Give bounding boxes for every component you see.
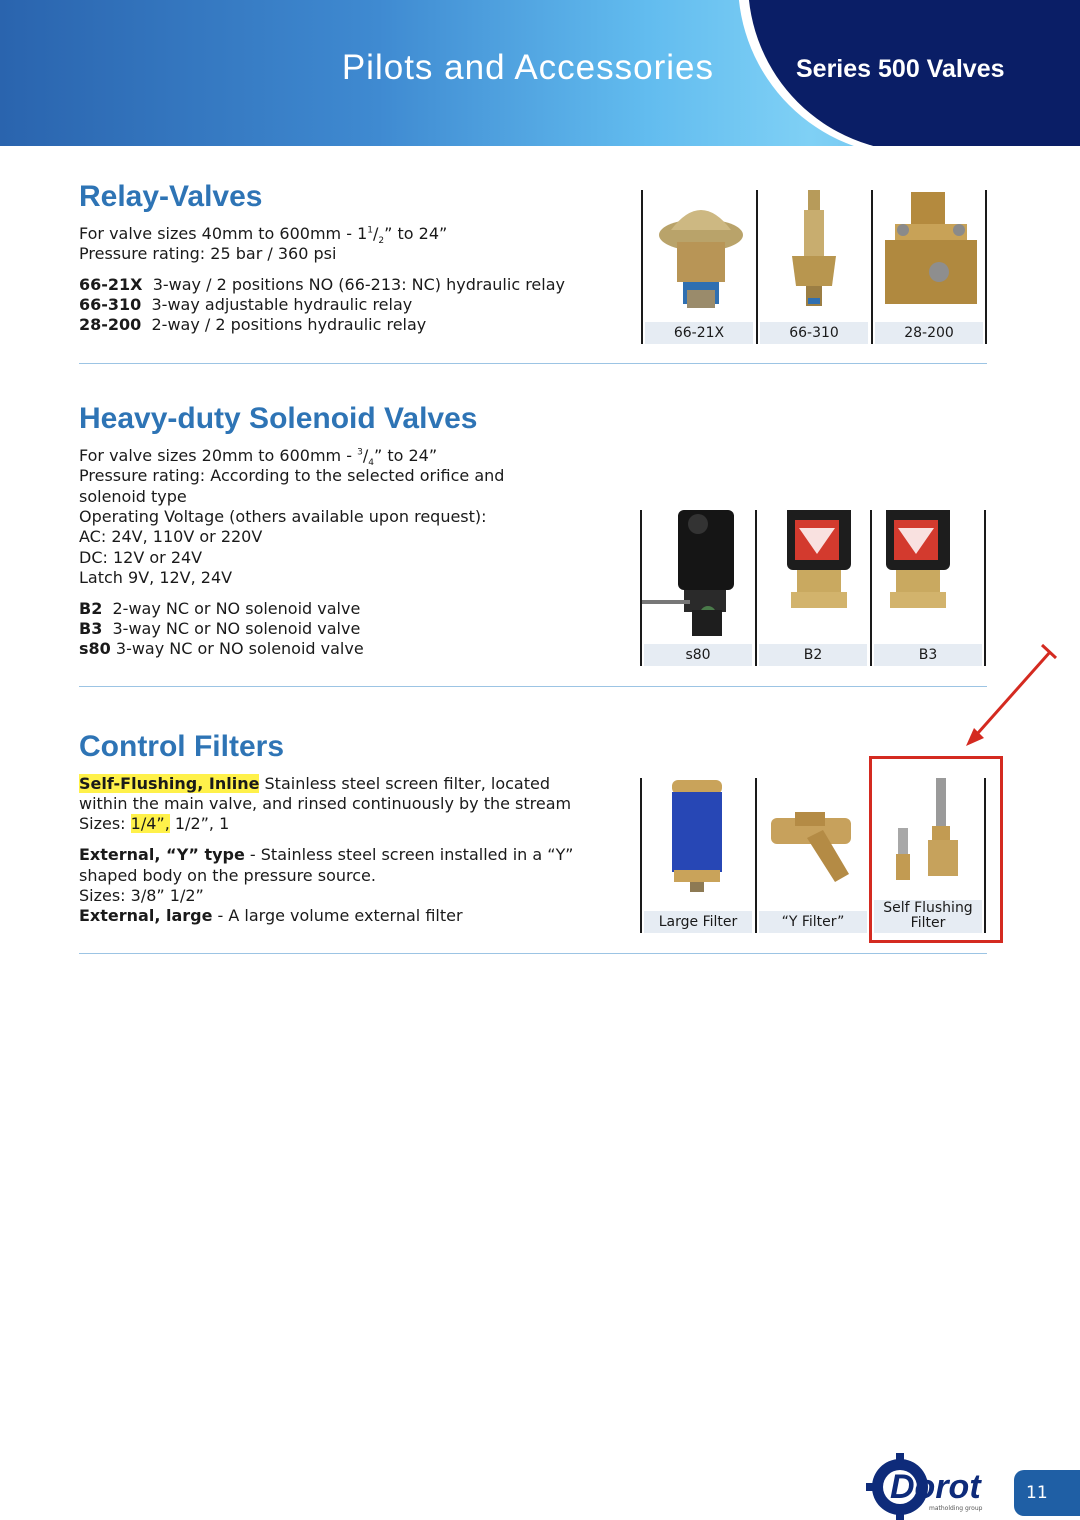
external-y-desc-cont: shaped body on the pressure source. [79, 866, 376, 885]
external-y-sizes: Sizes: 3/8” 1/2” [79, 886, 204, 905]
relay-item: 28-200 2-way / 2 positions hydraulic relay [79, 315, 427, 334]
solenoid-item: s80 3-way NC or NO solenoid valve [79, 639, 364, 658]
relay-size-range: For valve sizes 40mm to $600mm - 1^1/_2$” to 24” [79, 224, 448, 247]
y-filter-cell [757, 778, 869, 933]
solenoid-voltage-dc: DC: 12V or 24V [79, 548, 203, 567]
caption: B3 [874, 644, 982, 666]
self-flushing-desc-cont: within the main valve, and rinsed continuously by the stream [79, 794, 572, 813]
relay-valve-image [758, 190, 870, 320]
self-flushing-desc: Self-Flushing, Inline Stainless steel screen filter, located [79, 774, 550, 793]
solenoid-b3-cell [872, 510, 984, 666]
relay-gallery [641, 190, 989, 344]
caption: Large Filter [644, 911, 752, 933]
large-filter-image [642, 778, 754, 906]
solenoid-pressure: Pressure rating: According to the selected orifice and [79, 466, 505, 485]
relay-item: 66-310 3-way adjustable hydraulic relay [79, 295, 413, 314]
solenoid-voltage-latch: Latch 9V, 12V, 24V [79, 568, 233, 587]
caption: s80 [644, 644, 752, 666]
self-flushing-sizes: Sizes: 1/4”, 1/2”, 1 [79, 814, 230, 833]
solenoid-pressure-cont: solenoid type [79, 487, 187, 506]
solenoid-voltage-ac: AC: 24V, 110V or 220V [79, 527, 263, 546]
brand-subtitle: matholding group [929, 1505, 983, 1512]
external-large-desc: External, large - A large volume external filter [79, 906, 463, 925]
solenoid-item: B3 3-way NC or NO solenoid valve [79, 619, 361, 638]
annotation-highlight-box [869, 756, 1003, 943]
section-divider [79, 686, 987, 687]
relay-valve-image [643, 190, 755, 320]
solenoid-section-title: Heavy-duty Solenoid Valves [79, 402, 478, 435]
large-filter-cell [642, 778, 754, 933]
filters-section-title: Control Filters [79, 730, 285, 763]
solenoid-valve-image [757, 510, 869, 644]
caption: “Y Filter” [759, 911, 867, 933]
relay-66-21x-cell [643, 190, 755, 344]
page-title: Pilots and Accessories [341, 48, 714, 87]
series-label: Series 500 Valves [796, 55, 1005, 83]
relay-valve-image [873, 190, 985, 320]
solenoid-item: B2 2-way NC or NO solenoid valve [79, 599, 361, 618]
section-divider [79, 363, 987, 364]
caption: 66-310 [760, 322, 868, 344]
solenoid-valve-image [872, 510, 984, 644]
solenoid-size-range: For valve sizes 20mm to $600mm - ^3/_4$” to 24” [79, 446, 438, 469]
relay-66-310-cell [758, 190, 870, 344]
caption: 28-200 [875, 322, 983, 344]
brand-name: Dorot [890, 1468, 981, 1506]
caption: Self Flushing Filter [874, 900, 982, 933]
relay-item: 66-21X 3-way / 2 positions NO (66-213: NC) hydraulic relay [79, 275, 565, 294]
solenoid-valve-image [642, 510, 754, 644]
page-number: 11 [1014, 1470, 1080, 1516]
y-filter-image [757, 778, 869, 906]
caption: B2 [759, 644, 867, 666]
solenoid-voltage: Operating Voltage (others available upon request): [79, 507, 487, 526]
relay-28-200-cell [873, 190, 985, 344]
solenoid-s80-cell [642, 510, 754, 666]
solenoid-b2-cell [757, 510, 869, 666]
section-divider [79, 953, 987, 954]
relay-section-title: Relay-Valves [79, 180, 263, 213]
external-y-desc: External, “Y” type - Stainless steel screen installed in a “Y” [79, 845, 574, 864]
relay-pressure: Pressure rating: 25 bar / 360 psi [79, 244, 337, 263]
caption: 66-21X [645, 322, 753, 344]
solenoid-gallery [640, 510, 988, 666]
